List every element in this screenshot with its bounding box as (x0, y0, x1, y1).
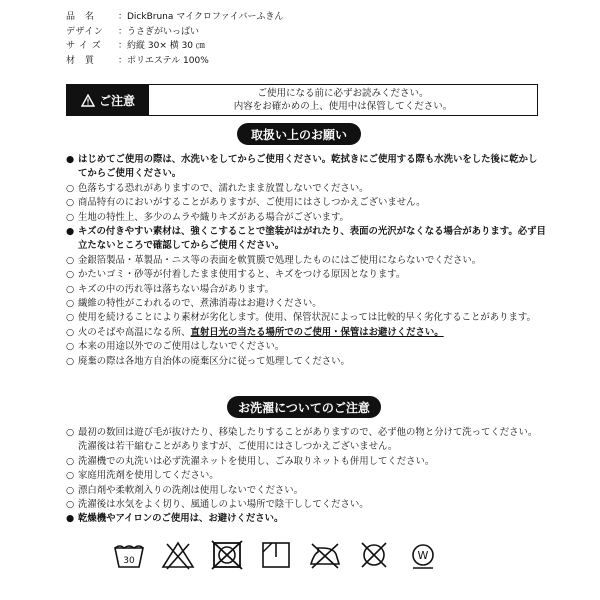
bullet-icon: ○ (66, 427, 75, 438)
list-item (66, 283, 546, 297)
list-item (66, 355, 546, 369)
list-item (66, 254, 546, 268)
spec-label: サ イ ズ (66, 41, 102, 51)
list-item-text: 使用を続けることにより素材が劣化します。使用、保管状況によっては比較的早く劣化することがあります。 (78, 312, 536, 324)
caution-message (149, 85, 537, 115)
list-item-text: 洗濯後は水気をよく切り、風通しのよい場所で陰干ししてください。 (78, 499, 369, 511)
bullet-icon: ○ (66, 197, 75, 209)
wash-30-icon (112, 540, 146, 570)
bullet-icon: ○ (66, 182, 75, 194)
spec-row (66, 54, 283, 69)
section-title-washing: お洗濯についてのご注意 (227, 396, 381, 418)
no-iron-icon (308, 540, 342, 570)
list-item-text: 火のそばや高温になる所、直射日光の当たる場所でのご使用・保管はお避けください。 (78, 326, 444, 338)
bullet-icon: ○ (66, 484, 75, 496)
bullet-icon: ○ (66, 254, 75, 266)
spec-row (66, 25, 283, 40)
bullet-icon: ○ (66, 326, 75, 338)
no-dry-clean-icon (357, 540, 391, 570)
list-item-text: 最初の数回は遊び毛が抜けたり、移染したりすることがありますので、必ず他の物と分けて洗ってください。洗濯後は若干縮むことがありますが、ご使用にはさしつかえございません。 (78, 427, 538, 453)
caution-line-1: ご使用になる前に必ずお読みください。 (257, 88, 429, 99)
list-item (66, 153, 546, 182)
list-item (66, 469, 546, 483)
list-item-text: はじめてご使用の際は、水洗いをしてからご使用ください。乾拭きにご使用する際も水洗いをした後に乾かしてからご使用ください。 (78, 154, 538, 180)
warning-icon (81, 94, 95, 107)
bullet-icon: ● (66, 226, 75, 238)
list-item (66, 455, 546, 469)
spec-value: ：うさぎがいっぱい (118, 26, 200, 37)
list-item-text: 商品特有のにおいがすることがありますが、ご使用にはさしつかえございません。 (78, 197, 426, 209)
product-spec (66, 10, 283, 68)
bullet-icon: ○ (66, 455, 75, 467)
no-bleach-icon (161, 540, 195, 570)
handling-list (66, 153, 546, 369)
bullet-icon: ○ (66, 298, 75, 310)
list-item (66, 297, 546, 311)
spec-row (66, 10, 283, 25)
list-item-text: 家庭用洗剤を使用してください。 (78, 470, 219, 482)
spec-row (66, 39, 283, 54)
bullet-icon: ○ (66, 211, 75, 223)
wet-clean-icon (406, 540, 440, 570)
spec-label: 品 名 (66, 12, 95, 22)
bullet-icon: ○ (66, 283, 75, 295)
bullet-icon: ○ (66, 499, 75, 511)
caution-label-text: ご注意 (98, 93, 135, 108)
bullet-icon: ○ (66, 312, 75, 324)
care-symbols (112, 540, 440, 570)
list-item-text: 本来の用途以外でのご使用はしないでください。 (78, 341, 285, 353)
line-dry-shade-icon (259, 540, 293, 570)
caution-line-2: 内容をお確かめの上、使用中は保管してください。 (233, 101, 453, 112)
list-item (66, 498, 546, 512)
list-item-emphasis: 直射日光の当たる場所でのご使用・保管はお避けください。 (190, 326, 444, 338)
list-item (66, 484, 546, 498)
list-item-text: かたいゴミ・砂等が付着したまま使用すると、キズをつける原因となります。 (78, 269, 406, 281)
bullet-icon: ○ (66, 470, 75, 482)
list-item-text: 色落ちする恐れがありますので、濡れたまま放置しないでください。 (78, 182, 369, 194)
bullet-icon: ● (66, 513, 75, 525)
section-title-handling: 取扱い上のお願い (237, 123, 361, 145)
list-item-text: 生地の特性上、多少のムラや織りキズがある場合がございます。 (78, 211, 349, 223)
spec-value: ：ポリエステル 100% (118, 55, 209, 66)
list-item (66, 426, 546, 455)
list-item-text: 繊維の特性がこわれるので、煮沸消毒はお避けください。 (78, 298, 322, 310)
list-item (66, 340, 546, 354)
spec-label: 材 質 (66, 55, 95, 66)
spec-label: デザイン (66, 26, 104, 37)
list-item-text: キズの中の汚れ等は落ちない場合があります。 (78, 283, 274, 295)
list-item (66, 196, 546, 210)
bullet-icon: ○ (66, 269, 75, 281)
list-item (66, 225, 546, 254)
list-item (66, 268, 546, 282)
bullet-icon: ○ (66, 341, 75, 353)
list-item-text: キズの付きやすい素材は、強くこすることで塗装がはがれたり、表面の光沢がなくなる場合があります。必ず目立たないところで確認してからご使用ください。 (78, 226, 546, 252)
bullet-icon: ● (66, 154, 75, 165)
list-item-text: 洗濯機での丸洗いは必ず洗濯ネットを使用し、ごみ取りネットも併用してください。 (78, 455, 435, 467)
list-item (66, 311, 546, 325)
svg-text:W: W (417, 549, 429, 562)
spec-value: ：DickBruna マイクロファイバーふきん (118, 12, 284, 22)
list-item (66, 182, 546, 196)
list-item (66, 326, 546, 340)
list-item-text: 乾燥機やアイロンのご使用は、お避けください。 (78, 513, 284, 525)
list-item-text: 漂白剤や柔軟剤入りの洗剤は使用しないでください。 (78, 484, 304, 496)
spec-value: ：約縦 30× 横 30 ㎝ (118, 41, 205, 51)
caution-label (67, 85, 149, 115)
list-item (66, 512, 546, 526)
caution-box (66, 84, 538, 116)
svg-text:30: 30 (123, 556, 135, 566)
washing-list (66, 426, 546, 527)
no-tumble-dry-icon (210, 540, 244, 570)
list-item-text: 廃棄の際は各地方自治体の廃棄区分に従って処理してください。 (78, 355, 350, 367)
list-item (66, 211, 546, 225)
list-item-text: 金銀箔製品・革製品・ニス等の表面を軟質膜で処理したものにはご使用にならないでください。 (78, 254, 482, 266)
bullet-icon: ○ (66, 355, 75, 367)
